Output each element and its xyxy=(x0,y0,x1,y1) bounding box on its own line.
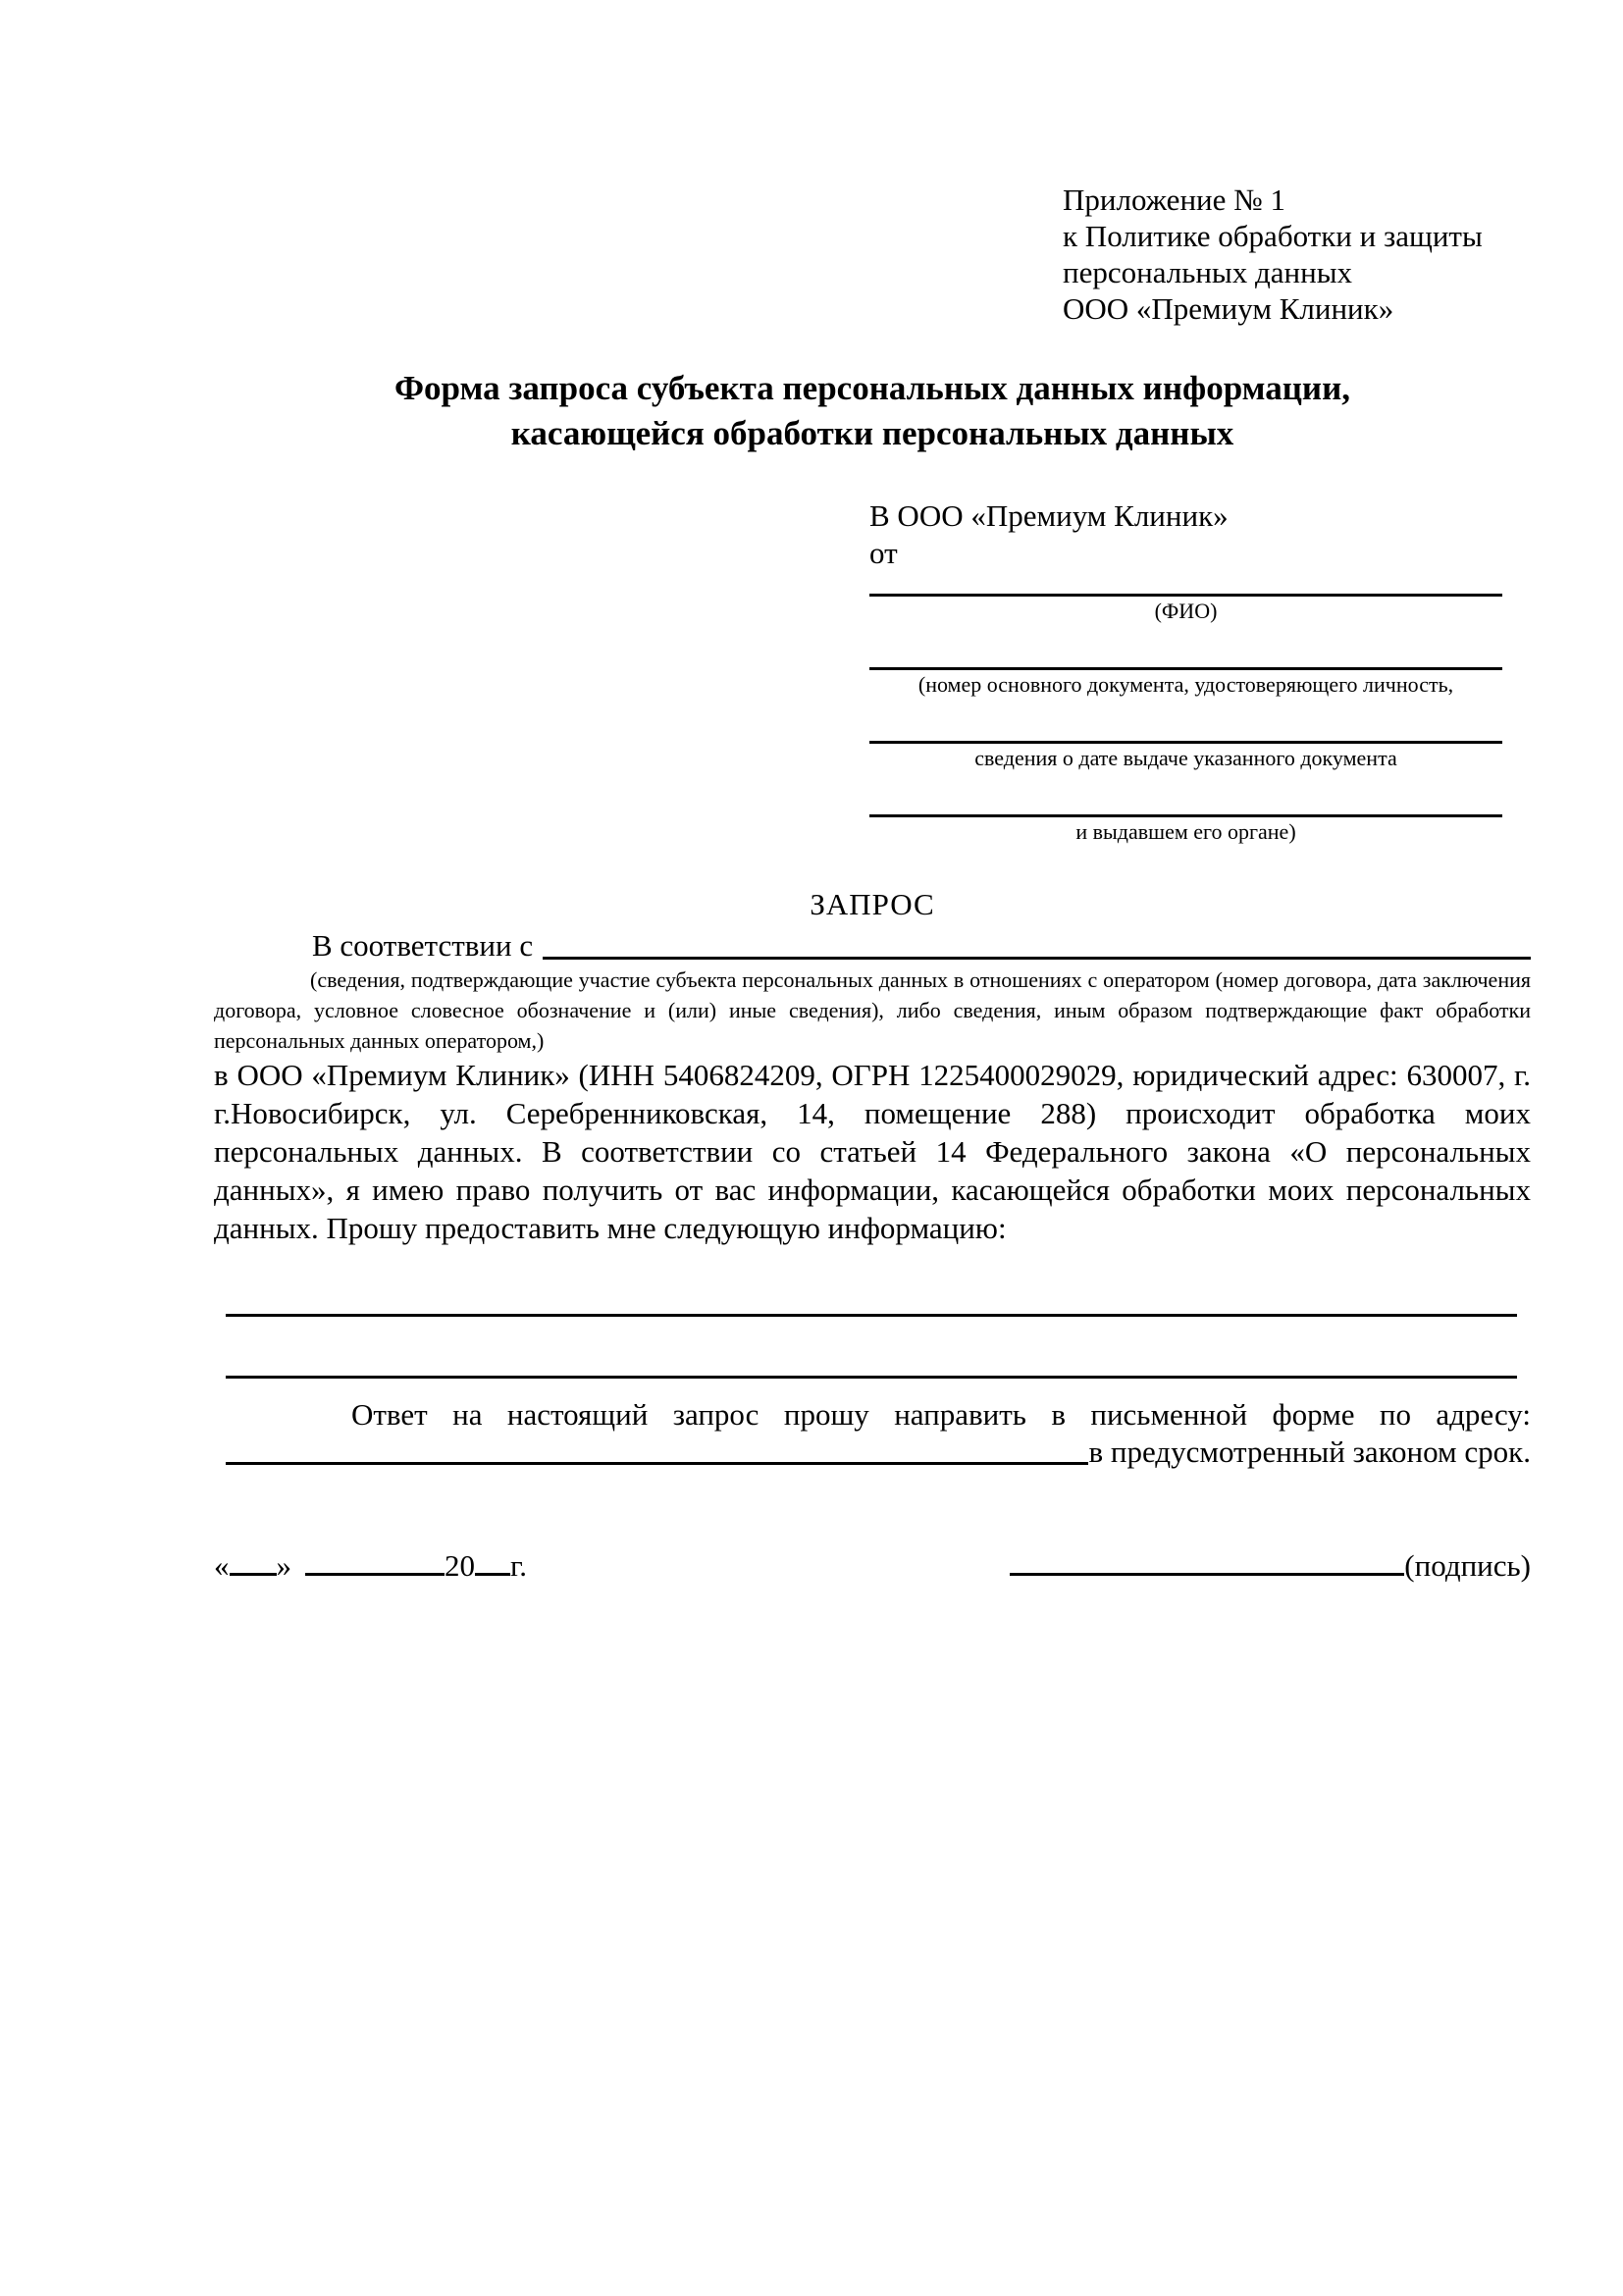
year-blank xyxy=(475,1549,510,1576)
document-content xyxy=(214,182,1531,1585)
first-line-indent xyxy=(214,927,312,965)
addressee-to: В ООО «Премиум Клиник» xyxy=(869,498,1229,533)
address-blank-line xyxy=(226,1462,1088,1465)
reply-suffix-text: в предусмотренный законом срок. xyxy=(1088,1435,1531,1469)
issuing-authority-blank-line xyxy=(869,793,1502,817)
accordance-text: В соответствии с xyxy=(312,928,534,963)
addressee-block xyxy=(869,497,1502,845)
fio-blank-line xyxy=(869,572,1502,597)
reply-paragraph-line1: Ответ на настоящий запрос прошу направить в письменной форме по адресу: xyxy=(351,1397,1531,1432)
information-blank-line-2 xyxy=(226,1340,1517,1379)
year-prefix: 20 xyxy=(445,1548,475,1583)
reference-line: персональных данных xyxy=(1063,255,1353,289)
addressee-from: от xyxy=(869,536,898,570)
request-heading: ЗАПРОС xyxy=(810,887,935,921)
day-blank xyxy=(230,1549,277,1576)
issuing-authority-caption: и выдавшем его органе) xyxy=(1075,819,1296,844)
accordance-line xyxy=(214,927,1531,965)
reply-paragraph-line2 xyxy=(214,1434,1531,1471)
issue-date-caption: сведения о дате выдаче указанного документа xyxy=(974,746,1397,770)
field-issuing-authority xyxy=(869,793,1502,845)
document-number-blank-line xyxy=(869,646,1502,670)
body-paragraph: в ООО «Премиум Клиник» (ИНН 5406824209, ОГРН 1225400029029, юридический адрес: 630007, г. г.Новосибирск, ул. Серебренниковская, 14, помещение 288) происходит обработка моих персональных данных. В соответствии со статьей 14 Федерального закона «О персональных данных», я имею право получить от вас информации, касающейся обработки моих персональных данных. Прошу предоставить мне следующую информацию: xyxy=(214,1058,1531,1245)
signature-group xyxy=(1010,1547,1531,1585)
date-quote-open: « xyxy=(214,1548,230,1583)
issue-date-blank-line xyxy=(869,719,1502,744)
footer-row xyxy=(214,1547,1531,1585)
date-group xyxy=(214,1547,527,1585)
field-issue-date xyxy=(869,719,1502,771)
document-number-caption: (номер основного документа, удостоверяющего личность, xyxy=(917,672,1454,697)
document-title-line: касающейся обработки персональных данных xyxy=(510,414,1234,452)
reference-line: к Политике обработки и защиты xyxy=(1063,219,1483,253)
accordance-blank-line xyxy=(543,927,1531,960)
reference-block xyxy=(1063,182,1531,327)
month-blank xyxy=(305,1549,445,1576)
year-suffix: г. xyxy=(510,1548,527,1583)
document-title-line: Форма запроса субъекта персональных данных информации, xyxy=(393,369,1351,407)
signature-blank-line xyxy=(1010,1549,1404,1576)
reference-line: ООО «Премиум Клиник» xyxy=(1063,291,1394,326)
field-fio xyxy=(869,572,1502,624)
date-quote-close: » xyxy=(276,1548,291,1583)
reference-line: Приложение № 1 xyxy=(1063,183,1285,217)
fio-caption: (ФИО) xyxy=(1154,599,1218,623)
signature-caption: (подпись) xyxy=(1404,1548,1531,1583)
field-document-number xyxy=(869,646,1502,698)
note-text: (сведения, подтверждающие участие субъекта персональных данных в отношениях с оператором (номер договора, дата заключения договора, условное словесное обозначение и (или) иные сведения), либо сведения, иным образом подтверждающие факт обработки персональных данных оператором,) xyxy=(214,967,1531,1053)
information-blank-line-1 xyxy=(226,1278,1517,1317)
document-title xyxy=(214,366,1531,456)
